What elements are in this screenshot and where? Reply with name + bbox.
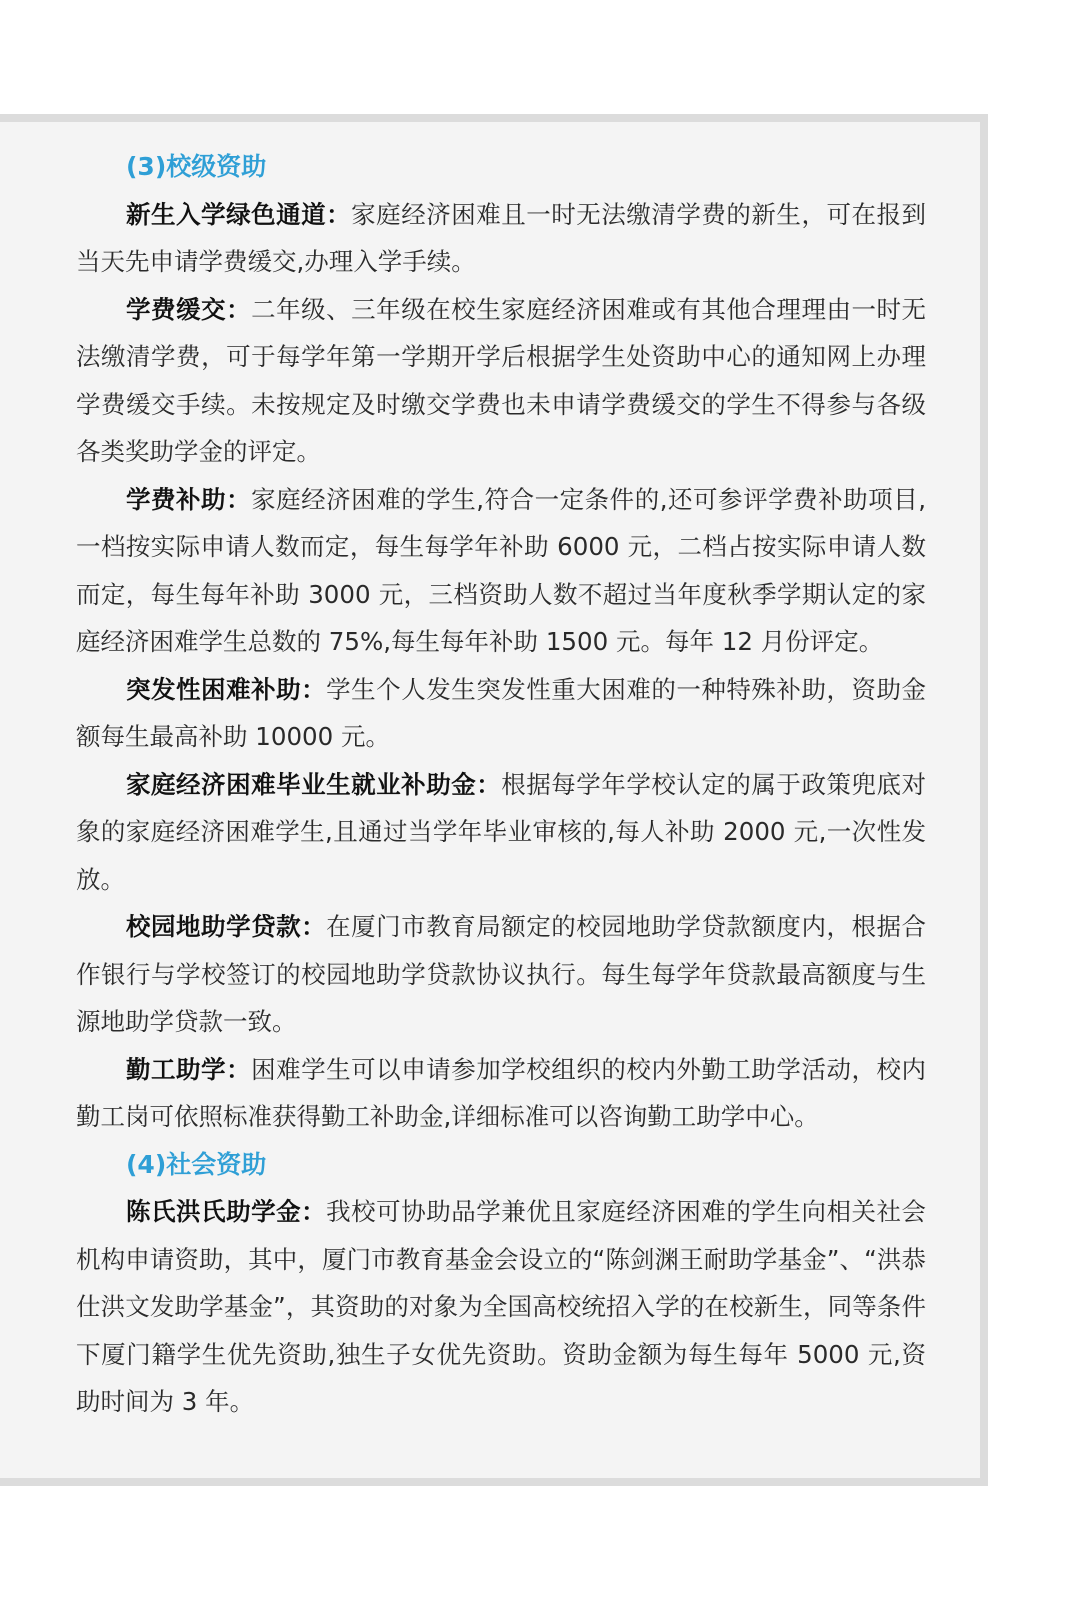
text-chen-hong-grant: 我校可协助品学兼优且家庭经济困难的学生向相关社会机构申请资助，其中，厦门市教育基金会设立的“陈剑渊王耐助学基金”、“洪恭仕洪文发助学基金”，其资助的对象为全国高校统招入学的在校新生，同等条件下厦门籍学生优先资助,独生子女优先资助。资助金额为每生每年 5000 元,资助时间为 3 年。	[76, 1197, 927, 1416]
paragraph-campus-loan	[76, 903, 926, 1046]
section-heading-school-aid: (3)校级资助	[126, 152, 267, 181]
paragraph-tuition-deferral	[76, 286, 926, 476]
term-chen-hong-grant: 陈氏洪氏助学金：	[126, 1197, 327, 1226]
term-emergency-aid: 突发性困难补助：	[126, 674, 327, 704]
text-emergency-aid: 学生个人发生突发性重大困难的一种特殊补助，资助金额每生最高补助 10000 元。	[76, 674, 927, 751]
text-work-study: 困难学生可以申请参加学校组织的校内外勤工助学活动，校内勤工岗可依照标准获得勤工补助金,详细标准可以咨询勤工助学中心。	[76, 1054, 927, 1131]
term-work-study: 勤工助学：	[126, 1054, 252, 1084]
text-tuition-deferral: 二年级、三年级在校生家庭经济困难或有其他合理理由一时无法缴清学费，可于每学年第一学期开学后根据学生处资助中心的通知网上办理学费缓交手续。未按规定及时缴交学费也未申请学费缓交的学生不得参与各级各类奖助学金的评定。	[76, 294, 927, 466]
document-body	[76, 143, 926, 1426]
term-campus-loan: 校园地助学贷款：	[126, 912, 327, 941]
paragraph-employment-subsidy	[76, 761, 926, 904]
text-campus-loan: 在厦门市教育局额定的校园地助学贷款额度内，根据合作银行与学校签订的校园地助学贷款协议执行。每生每学年贷款最高额度与生源地助学贷款一致。	[76, 912, 927, 1036]
term-tuition-deferral: 学费缓交：	[126, 294, 252, 324]
paragraph-work-study	[76, 1046, 926, 1141]
section-heading-social-aid: (4)社会资助	[126, 1149, 267, 1179]
term-employment-subsidy: 家庭经济困难毕业生就业补助金：	[126, 769, 502, 799]
text-tuition-subsidy: 家庭经济困难的学生,符合一定条件的,还可参评学费补助项目,一档按实际申请人数而定，每生每学年补助 6000 元，二档占按实际申请人数而定，每生每年补助 3000 元，三档资助人数不超过当年度秋季学期认定的家庭经济困难学生总数的 75%,每生每年补助 1500 元。每年 12 月份评定。	[76, 484, 927, 656]
term-green-channel: 新生入学绿色通道：	[126, 199, 352, 229]
term-tuition-subsidy: 学费补助：	[126, 484, 252, 514]
paragraph-tuition-subsidy	[76, 476, 926, 666]
paragraph-emergency-aid	[76, 666, 926, 761]
paragraph-green-channel	[76, 191, 926, 286]
text-employment-subsidy: 根据每学年学校认定的属于政策兜底对象的家庭经济困难学生,且通过当学年毕业审核的,每人补助 2000 元,一次性发放。	[76, 769, 927, 894]
paragraph-chen-hong-grant	[76, 1188, 926, 1426]
text-green-channel: 家庭经济困难且一时无法缴清学费的新生，可在报到当天先申请学费缓交,办理入学手续。	[76, 199, 927, 276]
